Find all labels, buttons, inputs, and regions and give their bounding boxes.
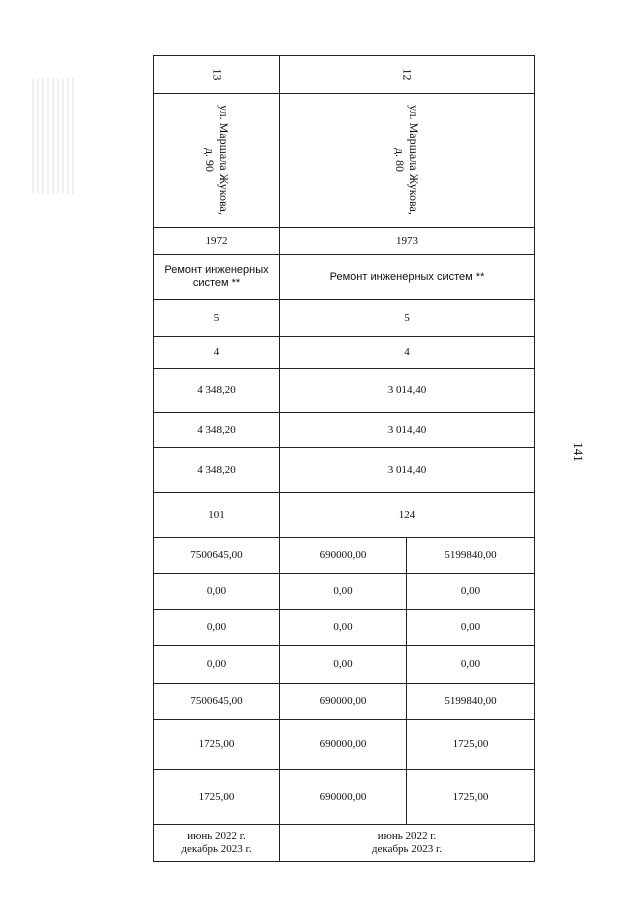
row-number (154, 56, 535, 94)
row-unit-cost-limit (154, 770, 535, 825)
cell-13-year: 1972 (154, 228, 280, 255)
scan-artifact (32, 78, 74, 194)
row-area-residential (154, 413, 535, 448)
cell-13-area-residential: 4 348,20 (154, 413, 280, 448)
cell-12-unit-cost-a: 690000,00 (280, 720, 407, 770)
cell-13-fund-regional: 0,00 (154, 574, 280, 610)
cell-13-fund-owners: 7500645,00 (154, 684, 280, 720)
row-fund-owners (154, 684, 535, 720)
cell-13-work-type: Ремонт инженерных систем ** (154, 255, 280, 300)
row-area-owned (154, 448, 535, 493)
cell-13-unit-cost: 1725,00 (154, 720, 280, 770)
cell-13-entrances: 4 (154, 337, 280, 369)
cell-12-fund-owners-a: 690000,00 (280, 684, 407, 720)
cell-12-term: июнь 2022 г. декабрь 2023 г. (280, 825, 535, 862)
row-year (154, 228, 535, 255)
cell-12-floors: 5 (280, 300, 535, 337)
cell-12-fund-owners-b: 5199840,00 (407, 684, 535, 720)
cell-13-address: ул. Маршала Жукова, д. 90 (154, 94, 280, 228)
row-work-type (154, 255, 535, 300)
cell-12-number: 12 (280, 56, 535, 94)
row-fund-local (154, 610, 535, 646)
cell-13-area-owned: 4 348,20 (154, 448, 280, 493)
cell-12-area-total: 3 014,40 (280, 369, 535, 413)
cell-13-area-total: 4 348,20 (154, 369, 280, 413)
page-number (568, 440, 588, 464)
cell-12-year: 1973 (280, 228, 535, 255)
row-fund-regional (154, 574, 535, 610)
cell-13-number: 13 (154, 56, 280, 94)
row-entrances (154, 337, 535, 369)
cell-12-address: ул. Маршала Жукова, д. 80 (280, 94, 535, 228)
cell-12-fund-regional-a: 0,00 (280, 574, 407, 610)
row-unit-cost (154, 720, 535, 770)
cell-12-unit-cost-limit-b: 1725,00 (407, 770, 535, 825)
cell-12-fund-regional-b: 0,00 (407, 574, 535, 610)
cell-12-fund-local-b: 0,00 (407, 610, 535, 646)
cell-12-entrances: 4 (280, 337, 535, 369)
row-address (154, 94, 535, 228)
cell-12-unit-cost-b: 1725,00 (407, 720, 535, 770)
registry-table (153, 55, 535, 862)
row-term (154, 825, 535, 862)
cell-13-unit-cost-limit: 1725,00 (154, 770, 280, 825)
row-fund-other (154, 646, 535, 684)
cell-12-area-residential: 3 014,40 (280, 413, 535, 448)
row-area-total (154, 369, 535, 413)
cell-13-residents: 101 (154, 493, 280, 538)
cell-13-term: июнь 2022 г. декабрь 2023 г. (154, 825, 280, 862)
cell-13-fund-local: 0,00 (154, 610, 280, 646)
cell-13-cost-total: 7500645,00 (154, 538, 280, 574)
cell-12-fund-local-a: 0,00 (280, 610, 407, 646)
cell-12-cost-total-b: 5199840,00 (407, 538, 535, 574)
row-floors (154, 300, 535, 337)
cell-12-unit-cost-limit-a: 690000,00 (280, 770, 407, 825)
row-residents (154, 493, 535, 538)
cell-12-work-type: Ремонт инженерных систем ** (280, 255, 535, 300)
cell-13-floors: 5 (154, 300, 280, 337)
cell-12-fund-other-b: 0,00 (407, 646, 535, 684)
cell-13-fund-other: 0,00 (154, 646, 280, 684)
cell-12-residents: 124 (280, 493, 535, 538)
cell-12-area-owned: 3 014,40 (280, 448, 535, 493)
row-cost-total (154, 538, 535, 574)
cell-12-fund-other-a: 0,00 (280, 646, 407, 684)
page-number-text: 141 (571, 442, 586, 462)
cell-12-cost-total-a: 690000,00 (280, 538, 407, 574)
